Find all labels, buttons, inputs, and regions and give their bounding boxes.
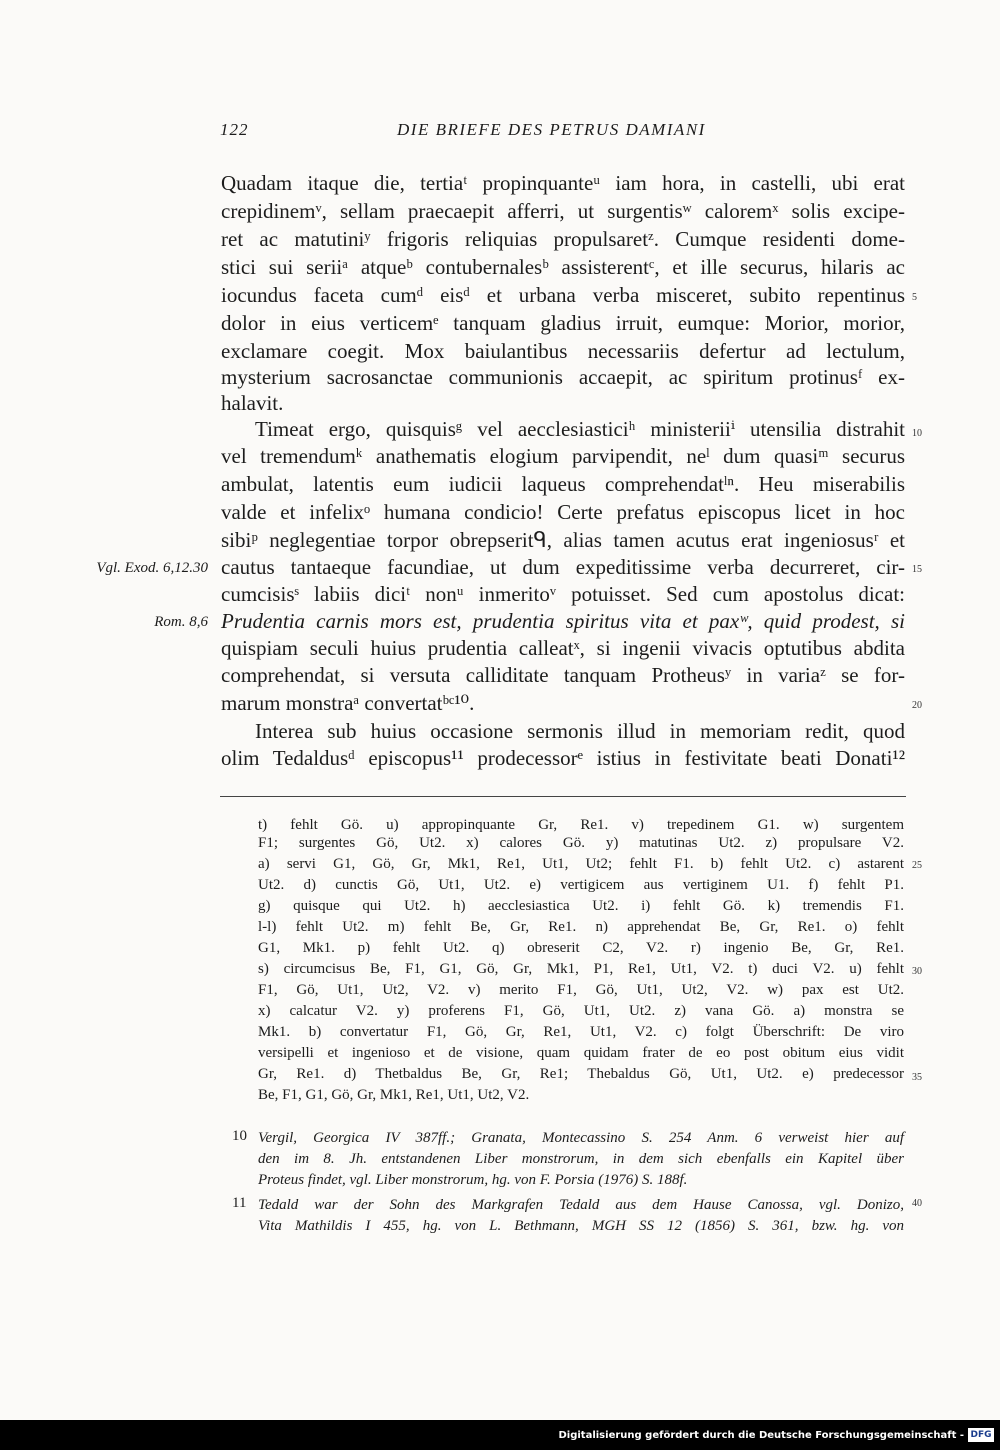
text-line: dolor in eius verticemᵉ tanquam gladius irruit, eumque: Morior, morior, [221,311,905,335]
text-line: olim Tedaldusᵈ episcopus¹¹ prodecessorᵉ istius in festivitate beati Donati¹² [221,746,905,770]
page-number: 122 [220,120,249,139]
bible-quote: Prudentia carnis mors est, prudentia spiritus vita et paxʷ, quid prodest, si [221,609,905,633]
text-line: valde et infelixᵒ humana condicio! Certe prefatus episcopus licet in hoc [221,500,905,524]
footnote-line: Proteus findet, vgl. Liber monstrorum, hg. von F. Porsia (1976) S. 188f. [258,1172,688,1188]
text-line: exclamare coegit. Mox baiulantibus necessariis defertur ad lectulum, [221,339,905,363]
line-number: 40 [912,1198,922,1209]
text-line: crepidinemᵛ, sellam praecaepit afferri, ut surgentisʷ caloremˣ solis excipe- [221,199,905,223]
apparatus-line: x) calcatur V2. y) proferens F1, Gö, Ut1, Ut2. z) vana Gö. a) monstra se [258,1003,904,1019]
apparatus-line: g) quisque qui Ut2. h) aecclesiastica Ut2. i) fehlt Gö. k) tremendis F1. [258,898,904,914]
apparatus-line: F1; surgentes Gö, Ut2. x) calores Gö. y) matutinas Ut2. z) propulsare V2. [258,835,904,851]
apparatus-line: F1, Gö, Ut1, Ut2, V2. v) merito F1, Gö, Ut1, Ut2, V2. w) pax est Ut2. [258,982,904,998]
apparatus-line: l-l) fehlt Ut2. m) fehlt Be, Gr, Re1. n) apprehendat Be, Gr, Re1. o) fehlt [258,919,904,935]
footnote-number: 10 [232,1128,247,1144]
apparatus-line: Mk1. b) convertatur F1, Gö, Gr, Re1, Ut1, V2. c) folgt Überschrift: De viro [258,1024,904,1040]
text-line [221,608,905,634]
text-line: sibiᵖ neglegentiae torpor obrepseritᑫ, alias tamen acutus erat ingeniosusʳ et [221,528,905,552]
text-line: halavit. [221,391,284,415]
apparatus-line: a) servi G1, Gö, Gr, Mk1, Re1, Ut1, Ut2; fehlt F1. b) fehlt Ut2. c) astarent [258,856,904,872]
footnote-line: Tedald war der Sohn des Markgrafen Tedald aus dem Hause Canossa, vgl. Donizo, [258,1197,904,1213]
text-line: ambulat, latentis eum iudicii laqueus comprehendatˡⁿ. Heu miserabilis [221,472,905,496]
text-line: quispiam seculi huius prudentia calleatˣ, si ingenii vivacis optutibus abdita [221,636,905,660]
text-line: iocundus faceta cumᵈ eisᵈ et urbana verba misceret, subito repentinus [221,283,905,307]
line-number: 35 [912,1072,922,1083]
apparatus-line: G1, Mk1. p) fehlt Ut2. q) obreserit C2, V2. r) ingenio Be, Gr, Re1. [258,940,904,956]
line-number: 15 [912,564,922,575]
text-line: cautus tantaeque facundiae, ut dum expeditissime verba decurreret, cir- [221,555,905,579]
footnote-line: Vita Mathildis I 455, hg. von L. Bethmann, MGH SS 12 (1856) S. 361, bzw. hg. von [258,1218,904,1234]
digitization-footer [0,1420,1000,1450]
margin-reference: Vgl. Exod. 6,12.30 [96,560,208,576]
line-number: 5 [912,292,917,303]
dfg-logo-icon: DFG [968,1428,994,1442]
apparatus-line: Ut2. d) cunctis Gö, Ut1, Ut2. e) vertigicem aus vertiginem U1. f) fehlt P1. [258,877,904,893]
apparatus-line: Be, F1, G1, Gö, Gr, Mk1, Re1, Ut1, Ut2, V2. [258,1087,530,1103]
text-line: stici sui seriiᵃ atqueᵇ contubernalesᵇ assisterentᶜ, et ille securus, hilaris ac [221,255,905,279]
text-line: ret ac matutiniʸ frigoris reliquias propulsaretᶻ. Cumque residenti dome- [221,227,905,251]
line-number: 20 [912,700,922,711]
margin-reference: Rom. 8,6 [154,614,208,630]
footnote-line: Vergil, Georgica IV 387ff.; Granata, Montecassino S. 254 Anm. 6 verweist hier auf [258,1130,904,1146]
apparatus-line: versipelli et ingenioso et de visione, quam quidam frater de eo post obitum eius vidit [258,1045,904,1061]
text-line: Quadam itaque die, tertiaᵗ propinquanteᵘ iam hora, in castelli, ubi erat [221,171,905,195]
text-line: Timeat ergo, quisquisᵍ vel aecclesiasticiʰ ministeriiⁱ utensilia distrahit [255,417,905,441]
apparatus-line: Gr, Re1. d) Thetbaldus Be, Gr, Re1; Thebaldus Gö, Ut1, Ut2. e) predecessor [258,1066,904,1082]
text-line: vel tremendumᵏ anathematis elogium parvipendit, neˡ dum quasiᵐ securus [221,444,905,468]
footnote-number: 11 [232,1195,247,1211]
text-line: Interea sub huius occasione sermonis illud in memoriam redit, quod [255,719,905,743]
apparatus-line: s) circumcisus Be, F1, G1, Gö, Gr, Mk1, P1, Re1, Ut1, V2. t) duci V2. u) fehlt [258,961,904,977]
text-line: cumcisisˢ labiis diciᵗ nonᵘ inmeritoᵛ potuisset. Sed cum apostolus dicat: [221,582,905,606]
running-title: DIE BRIEFE DES PETRUS DAMIANI [397,120,706,139]
apparatus-line: t) fehlt Gö. u) appropinquante Gr, Re1. v) trepedinem G1. w) surgentem [258,817,904,833]
footer-credit: Digitalisierung gefördert durch die Deutsche Forschungsgemeinschaft - [558,1430,964,1441]
text-line: marum monstraᵃ convertatᵇᶜ¹⁰. [221,691,475,715]
line-number: 25 [912,860,922,871]
footnote-rule [220,796,906,797]
footnote-line: den im 8. Jh. entstandenen Liber monstrorum, in dem sich ebenfalls ein Kapitel über [258,1151,904,1167]
text-line: mysterium sacrosanctae communionis accaepit, ac spiritum protinusᶠ ex- [221,365,905,389]
text-line: comprehendat, si versuta calliditate tanquam Protheusʸ in variaᶻ se for- [221,663,905,687]
line-number: 10 [912,428,922,439]
line-number: 30 [912,966,922,977]
